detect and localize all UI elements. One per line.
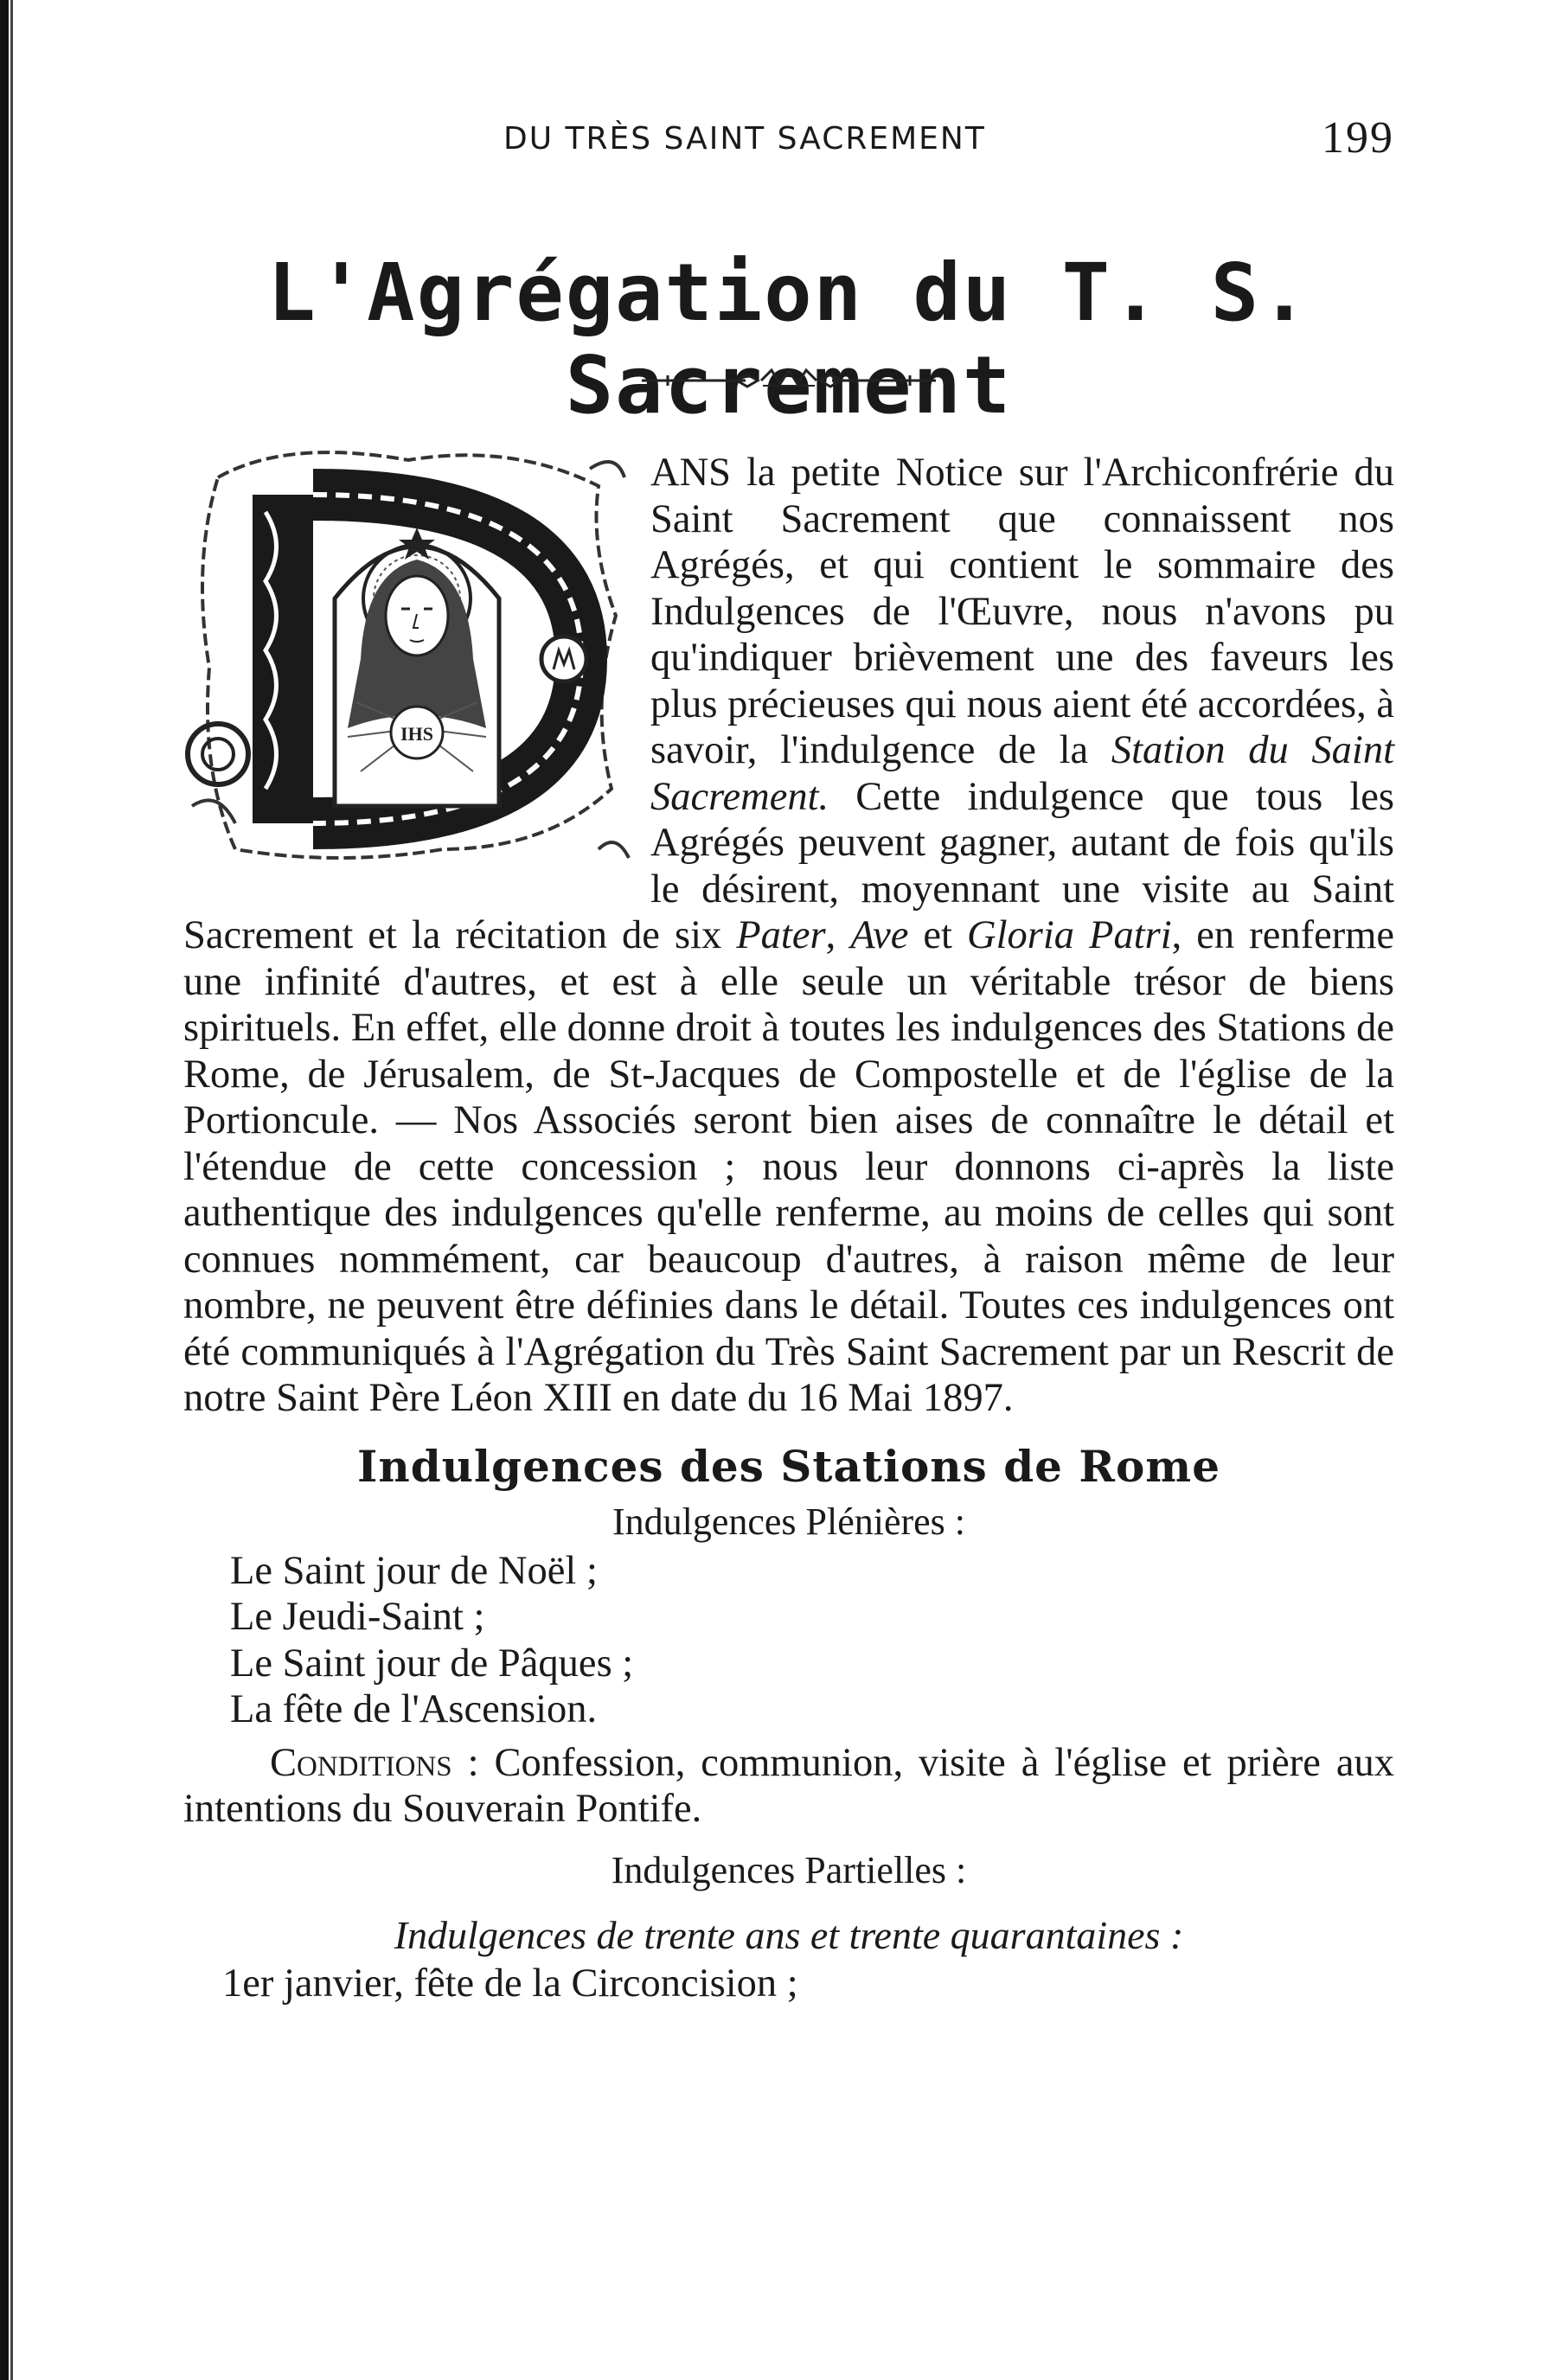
intro-paragraph: ANS la petite Notice sur l'Archiconfrérie du Saint Sacrement que connaissent nos Agrégés, et qui contient le sommaire des Indulgences de l'Œuvre, nous n'avons pu qu'indiquer brièvement une des faveurs les plus précieuses qui nous aient été accordées, à savoir, l'indulgence de la Station du Saint Sacrement. Cette indulgence que tous les Agrégés peuvent gagner, autant de fois qu'ils le désirent, moyennant une visite au Saint Sacrement et la récitation de six Pater, Ave et Gloria Patri, en renferme une infinité d'autres, et est à elle seule un véritable trésor de biens spirituels. En effet, elle donne droit à toutes les indulgences des Stations de Rome, de Jérusalem, de St-Jacques de Compostelle et de l'église de la Portioncule. — Nos Associés seront bien aises de connaître le détail et l'étendue de cette concession ; nous leur donnons ci-après la liste authentique des indulgences qu'elle renferme, au moins de celles qui sont connues nommément, car beaucoup d'autres, à raison même de leur nombre, ne peuvent être définies dans le détail. Toutes ces indulgences ont été communiqués à l'Agrégation du Très Saint Sacrement par un Rescrit de notre Saint Père Léon XIII en date du 16 Mai 1897. [183, 451, 1395, 1420]
italic-subhead: Indulgences de trente ans et trente quarantaines : [394, 1912, 1184, 1957]
list-item: Le Jeudi-Saint ; [230, 1595, 485, 1639]
illuminated-initial-d-icon [183, 443, 633, 875]
chapter-title: L'Agrégation du T. S. Sacrement [267, 246, 1310, 432]
book-spine-line [10, 0, 13, 2380]
plenary-list [183, 1548, 1394, 1733]
list-item: Le Saint jour de Pâques ; [230, 1641, 634, 1686]
subhead-plenary: Indulgences Plénières : [612, 1500, 966, 1543]
section-title: Indulgences des Stations de Rome [356, 1440, 1221, 1492]
book-spine-edge [0, 0, 9, 2380]
running-header [183, 112, 1394, 164]
list-item: Le Saint jour de Noël ; [230, 1548, 598, 1593]
main-text-block [183, 450, 1394, 1422]
list-item: La fête de l'Ascension. [230, 1687, 598, 1731]
subhead-partial: Indulgences Partielles : [611, 1848, 967, 1891]
illuminated-initial [183, 443, 633, 875]
running-title: DU TRÈS SAINT SACREMENT [503, 121, 986, 157]
list-item: 1er janvier, fête de la Circoncision ; [222, 1961, 798, 2006]
ihs-monogram: IHS [400, 723, 433, 745]
conditions-label: Conditions [270, 1740, 452, 1785]
book-page [183, 112, 1394, 2006]
conditions-paragraph: Conditions : Confession, communion, visite à l'église et prière aux intentions du Souverain Pontife. [183, 1740, 1394, 1831]
page-number: 199 [1322, 113, 1394, 163]
dropcap-lead-text: ANS [650, 451, 732, 495]
